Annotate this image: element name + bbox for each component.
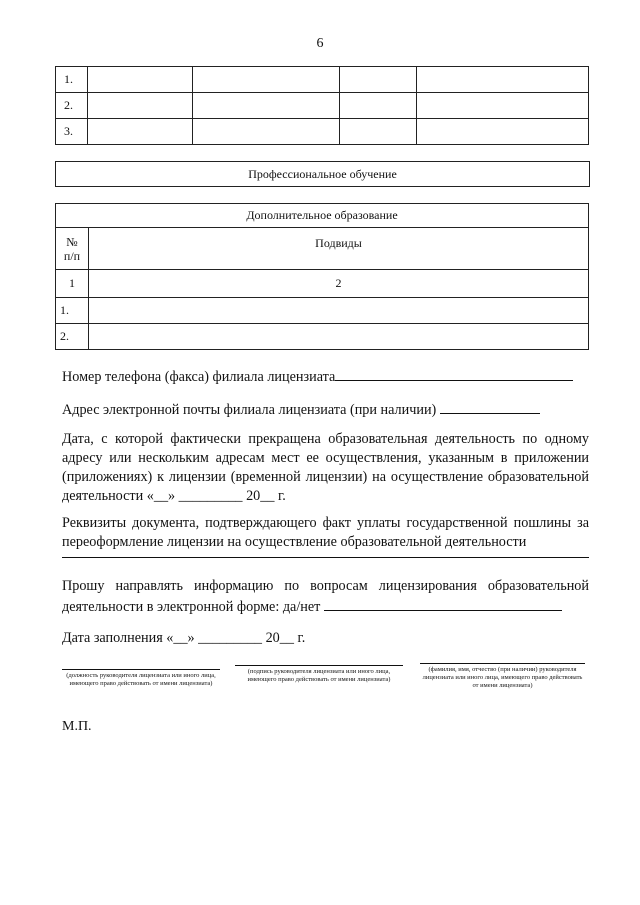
row-number: 3. bbox=[56, 119, 88, 145]
fill-date: Дата заполнения «__» _________ 20__ г. bbox=[62, 630, 306, 646]
table-row bbox=[56, 324, 589, 350]
electronic-form-label: Прошу направлять информацию по вопросам лицензирования образовательной деятельности в электронной форме: да/нет bbox=[62, 578, 589, 615]
col-index-1: 1 bbox=[56, 270, 89, 298]
phone-input-line[interactable] bbox=[335, 366, 573, 381]
email-input-line[interactable] bbox=[440, 399, 540, 414]
date-ceased-paragraph: Дата, с которой фактически прекращена образовательная деятельность по одному адресу или нескольким адресам мест ее осуществления, указанным в приложении (приложениях) к лицензии (временной лицензии) на осуществление образовательной деятельности «__» _________ 20__ г. bbox=[62, 431, 589, 504]
row-number: 1. bbox=[56, 298, 89, 324]
additional-education-table bbox=[55, 203, 589, 350]
electronic-form-paragraph bbox=[62, 577, 589, 617]
email-field bbox=[62, 399, 592, 420]
col-subtypes-header: Подвиды bbox=[89, 228, 589, 270]
email-label: Адрес электронной почты филиала лицензиата (при наличии) bbox=[62, 402, 437, 418]
page-number: 6 bbox=[316, 36, 324, 51]
row-number: 2. bbox=[56, 93, 88, 119]
table-row bbox=[56, 119, 589, 145]
phone-field bbox=[62, 366, 592, 387]
additional-education-title: Дополнительное образование bbox=[56, 204, 589, 228]
stamp-place: М.П. bbox=[62, 719, 92, 734]
top-table bbox=[55, 66, 589, 145]
requisites-input-line[interactable] bbox=[62, 557, 589, 558]
table-row bbox=[56, 93, 589, 119]
electronic-form-input-line[interactable] bbox=[324, 596, 562, 611]
signature-caption: (подпись руководителя лицензиата или иного лица, имеющего право действовать от имени лицензиата) bbox=[235, 665, 403, 684]
professional-training-box bbox=[55, 161, 590, 187]
payment-requisites-paragraph: Реквизиты документа, подтверждающего факт уплаты государственной пошлины за переоформление лицензии на осуществление образовательной деятельности bbox=[62, 515, 589, 550]
position-caption: (должность руководителя лицензиата или иного лица, имеющего право действовать от имени лицензиата) bbox=[62, 669, 220, 688]
full-name-caption: (фамилия, имя, отчество (при наличии) руководителя лицензиата или иного лица, имеющего право действовать от имени лицензиата) bbox=[420, 663, 585, 690]
col-number-header: № п/п bbox=[56, 228, 89, 270]
col-index-2: 2 bbox=[89, 270, 589, 298]
phone-label: Номер телефона (факса) филиала лицензиата bbox=[62, 369, 336, 385]
table-row bbox=[56, 298, 589, 324]
table-row bbox=[56, 67, 589, 93]
row-number: 2. bbox=[56, 324, 89, 350]
row-number: 1. bbox=[56, 67, 88, 93]
professional-training-title: Профессиональное обучение bbox=[248, 167, 397, 181]
